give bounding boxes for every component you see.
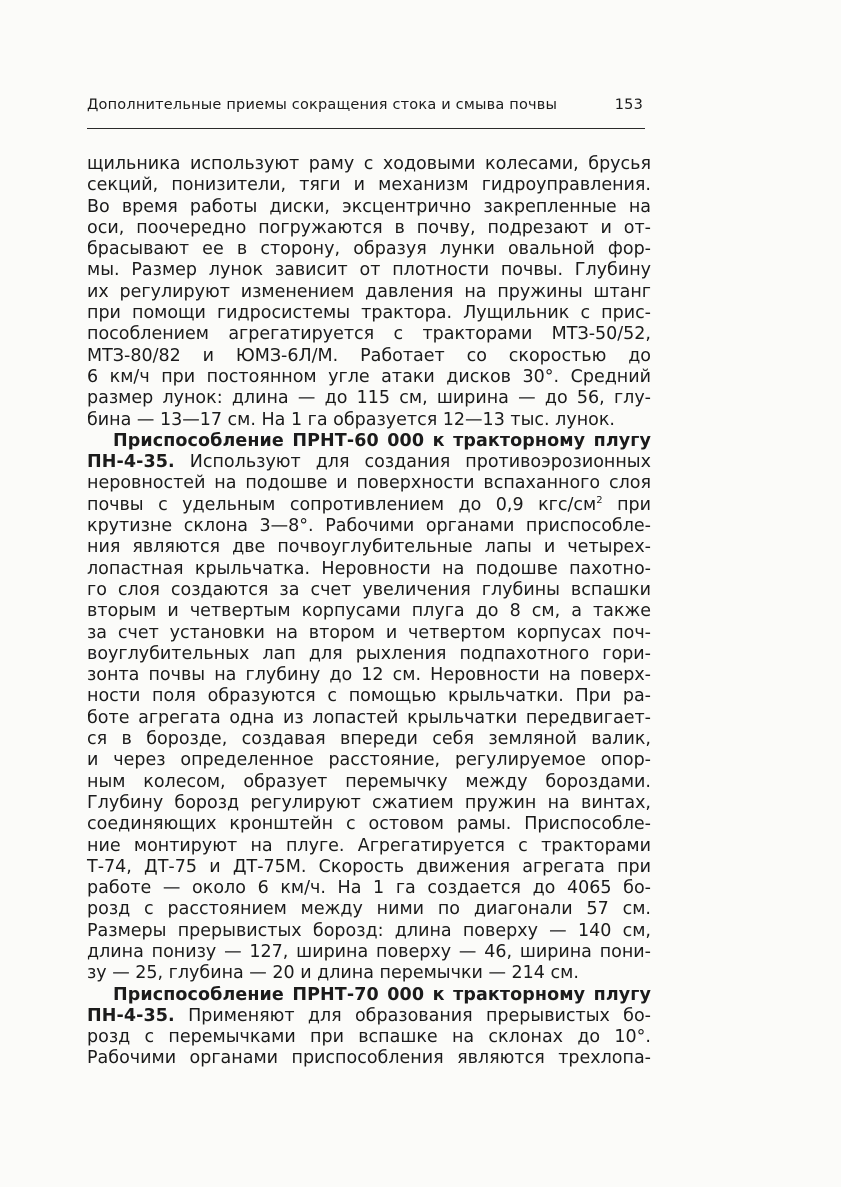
text-line: ся в борозде, создавая впереди себя земляной валик, <box>87 729 651 750</box>
text-line: мы. Размер лунок зависит от плотности почвы. Глубину <box>87 260 651 281</box>
text-line: соединяющих кронштейн с остовом рамы. Приспособле- <box>87 814 651 835</box>
text-line: вторым и четвертым корпусами плуга до 8 см, а также <box>87 601 651 622</box>
text-line: щильника используют раму с ходовыми колесами, брусья <box>87 154 651 174</box>
text-line: ным колесом, образует перемычку между бороздами. <box>87 771 651 792</box>
text-line-continuation: Используют для создания противоэрозионных <box>174 452 651 473</box>
text-line: пособлением агрегатируется с тракторами МТЗ-50/52, <box>87 324 651 345</box>
body-text <box>87 154 651 1070</box>
text-line: их регулируют изменением давления на пружины штанг <box>87 281 651 302</box>
text-line: розд с расстоянием между ними по диагонали 57 см. <box>87 899 651 920</box>
text-line: крутизне склона 3—8°. Рабочими органами приспособле- <box>87 516 651 537</box>
text-line: зонта почвы на глубину до 12 см. Неровности на поверх- <box>87 665 651 686</box>
text-line: брасывают ее в сторону, образуя лунки овальной фор- <box>87 239 651 260</box>
section-heading-prnt-60000: Приспособление ПРНТ-60 000 к тракторному плугу <box>113 430 651 451</box>
text-line: Т-74, ДТ-75 и ДТ-75М. Скорость движения агрегата при <box>87 856 651 877</box>
text-line: размер лунок: длина — до 115 см, ширина — до 56, глу- <box>87 388 651 409</box>
superscript: 2 <box>596 494 603 506</box>
text-line: 6 км/ч при постоянном угле атаки дисков 30°. Средний <box>87 366 651 387</box>
text-line: воуглубительных лап для рыхления подпахотного гори- <box>87 643 651 664</box>
text-line: длина понизу — 127, ширина поверху — 46, ширина пони- <box>87 941 651 962</box>
text-line: зу — 25, глубина — 20 и длина перемычки — 214 см. <box>87 963 579 984</box>
heading-model-label: ПН-4-35. <box>87 452 175 473</box>
text-line-part: при <box>602 494 651 515</box>
text-line: ности поля образуются с помощью крыльчатки. При ра- <box>87 686 651 707</box>
text-line: секций, понизители, тяги и механизм гидроуправления. <box>87 175 651 196</box>
text-line: неровностей на подошве и поверхности вспаханного слоя <box>87 473 651 494</box>
text-line: при помощи гидросистемы трактора. Лущильник с прис- <box>87 303 651 324</box>
text-line: боте агрегата одна из лопастей крыльчатки передвигает- <box>87 707 651 728</box>
text-line: бина — 13—17 см. На 1 га образуется 12—13 тыс. лунок. <box>87 409 615 430</box>
text-line: за счет установки на втором и четвертом корпусах поч- <box>87 622 651 643</box>
text-line-part: почвы с удельным сопротивлением до 0,9 кгс/см <box>87 494 597 515</box>
page-number: 153 <box>614 97 643 113</box>
text-line: Рабочими органами приспособления являются трехлопа- <box>87 1048 651 1069</box>
text-line: работе — около 6 км/ч. На 1 га создается до 4065 бо- <box>87 878 651 899</box>
text-line: Глубину борозд регулируют сжатием пружин на винтах, <box>87 792 651 813</box>
text-line: лопастная крыльчатка. Неровности на подошве пахотно- <box>87 558 651 579</box>
text-line: и через определенное расстояние, регулируемое опор- <box>87 750 651 771</box>
text-line: Размеры прерывистых борозд: длина поверху — 140 см, <box>87 920 651 941</box>
header-rule <box>87 128 645 129</box>
text-line: оси, поочередно погружаются в почву, подрезают и от- <box>87 217 651 238</box>
section-heading-prnt-70000: Приспособление ПРНТ-70 000 к тракторному плугу <box>113 984 651 1005</box>
text-line <box>87 452 651 473</box>
heading-model-label: ПН-4-35. <box>87 1005 175 1026</box>
running-header-title: Дополнительные приемы сокращения стока и смыва почвы <box>87 97 558 113</box>
text-line: го слоя создаются за счет увеличения глубины вспашки <box>87 579 651 600</box>
text-line: МТЗ-80/82 и ЮМЗ-6Л/М. Работает со скоростью до <box>87 345 651 366</box>
text-line: Во время работы диски, эксцентрично закрепленные на <box>87 196 651 217</box>
text-line: ние монтируют на плуге. Агрегатируется с тракторами <box>87 835 651 856</box>
text-line-continuation: Применяют для образования прерывистых бо- <box>174 1005 651 1026</box>
text-line: ния являются две почвоуглубительные лапы и четырех- <box>87 537 651 558</box>
text-line <box>87 1006 651 1027</box>
text-line <box>87 495 651 516</box>
text-line: розд с перемычками при вспашке на склонах до 10°. <box>87 1027 651 1048</box>
